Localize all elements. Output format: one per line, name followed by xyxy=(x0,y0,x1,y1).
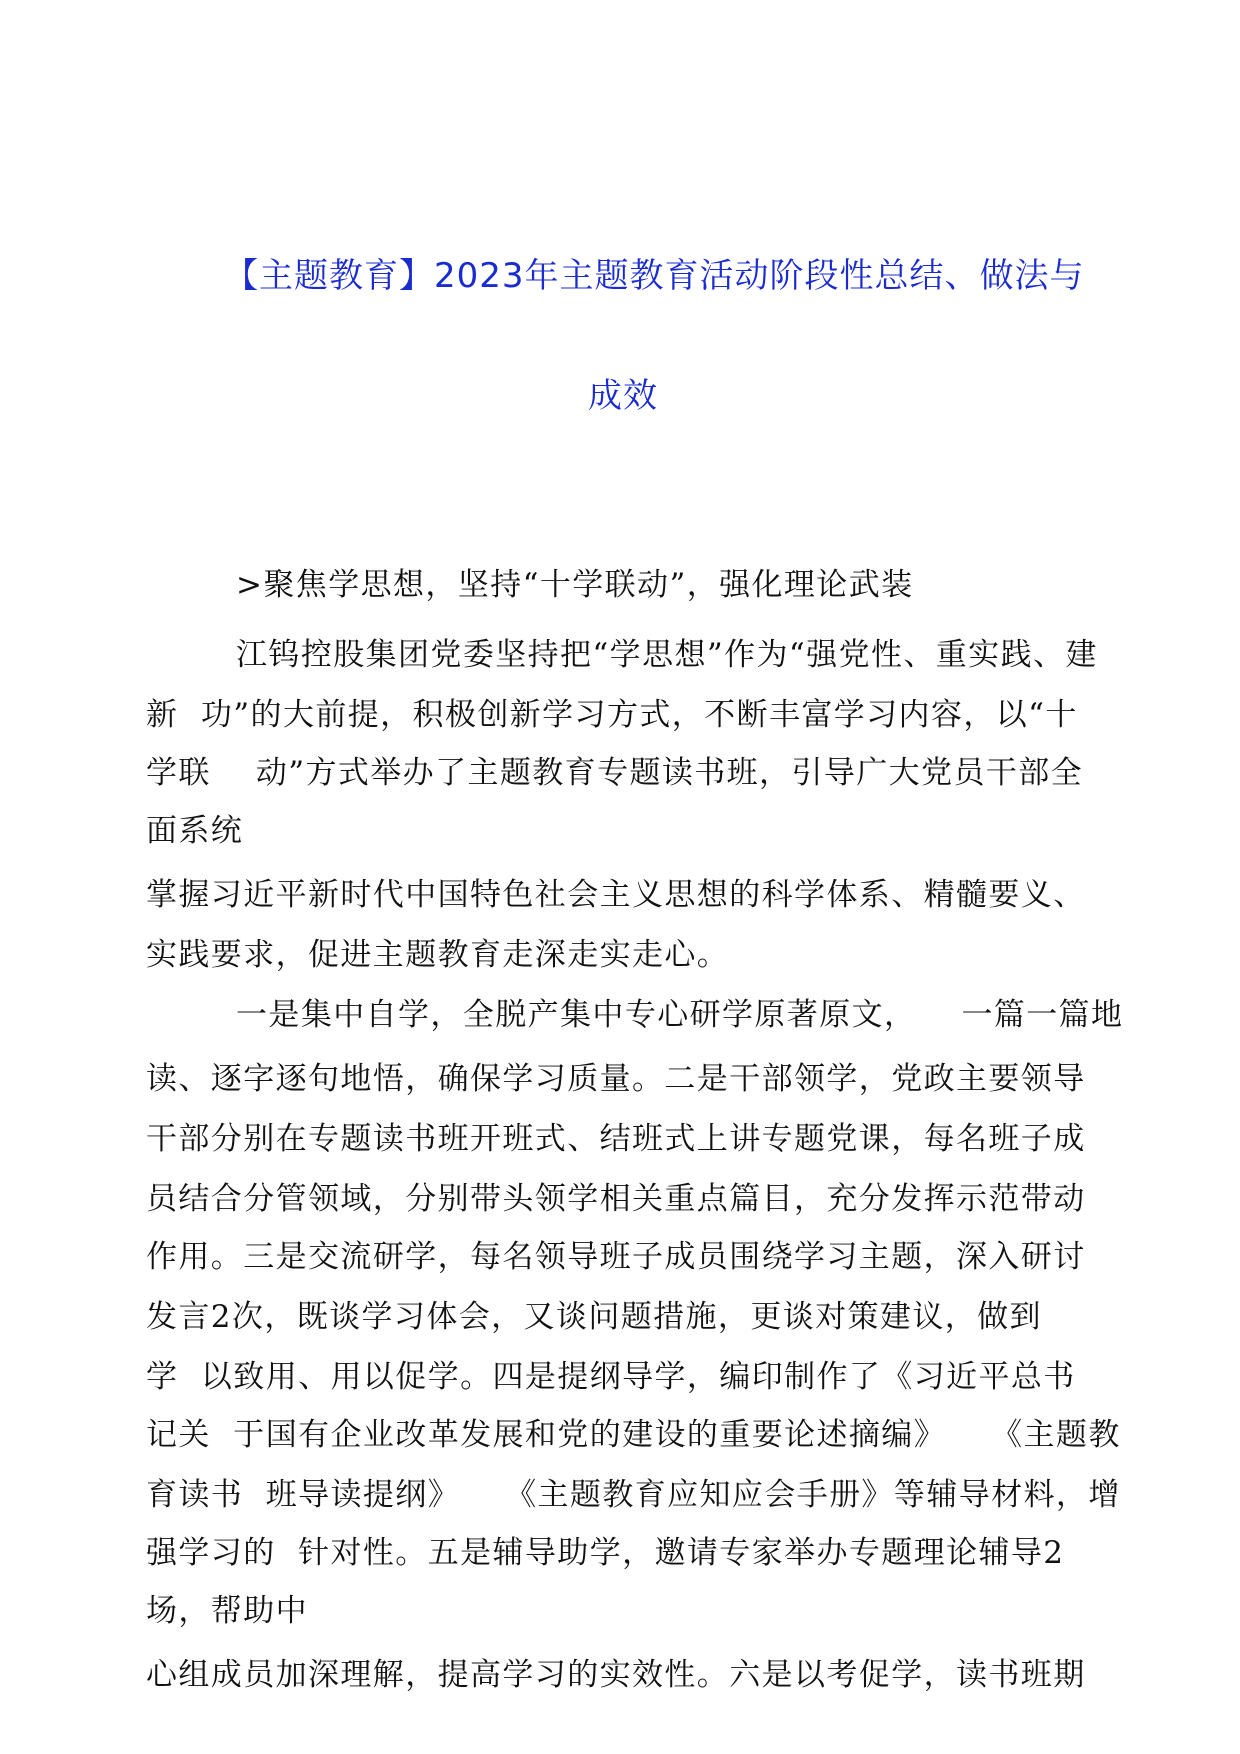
body-line: 记关 于国有企业改革发展和党的建设的重要论述摘编》 《主题教 xyxy=(146,1417,1121,1453)
body-line: 场，帮助中 xyxy=(146,1593,308,1629)
body-line: 作用。三是交流研学，每名领导班子成员围绕学习主题，深入研讨 xyxy=(146,1239,1086,1275)
body-line: 一是集中自学，全脱产集中专心研学原著原文， 一篇一篇地 xyxy=(146,997,1124,1033)
document-title-line-2: 成效 xyxy=(588,376,658,416)
body-line: 新 功”的大前提，积极创新学习方式，不断丰富学习内容，以“十 xyxy=(146,697,1078,733)
body-line: >聚焦学思想，坚持“十学联动”，强化理论武装 xyxy=(146,567,914,603)
body-line: 育读书 班导读提纲》 《主题教育应知应会手册》等辅导材料，增 xyxy=(146,1477,1121,1513)
body-line: 掌握习近平新时代中国特色社会主义思想的科学体系、精髓要义、 xyxy=(146,877,1086,913)
body-line: 面系统 xyxy=(146,813,244,849)
body-line: 读、逐字逐句地悟，确保学习质量。二是干部领学，党政主要领导 xyxy=(146,1061,1086,1097)
body-line: 员结合分管领域，分别带头领学相关重点篇目，充分发挥示范带动 xyxy=(146,1181,1086,1217)
body-line: 学联 动”方式举办了主题教育专题读书班，引导广大党员干部全 xyxy=(146,755,1084,791)
document-title-line-1: 【主题教育】2023年主题教育活动阶段性总结、做法与 xyxy=(224,256,1085,296)
body-line: 实践要求，促进主题教育走深走实走心。 xyxy=(146,937,730,973)
body-line: 发言2次，既谈学习体会，又谈问题措施，更谈对策建议，做到 xyxy=(146,1299,1042,1335)
body-line: 江钨控股集团党委坚持把“学思想”作为“强党性、重实践、建 xyxy=(146,637,1098,673)
body-line: 心组成员加深理解，提高学习的实效性。六是以考促学，读书班期 xyxy=(146,1657,1086,1693)
body-line: 干部分别在专题读书班开班式、结班式上讲专题党课，每名班子成 xyxy=(146,1121,1086,1157)
body-line: 强学习的 针对性。五是辅导助学，邀请专家举办专题理论辅导2 xyxy=(146,1535,1065,1571)
body-line: 学 以致用、用以促学。四是提纲导学，编印制作了《习近平总书 xyxy=(146,1359,1076,1395)
